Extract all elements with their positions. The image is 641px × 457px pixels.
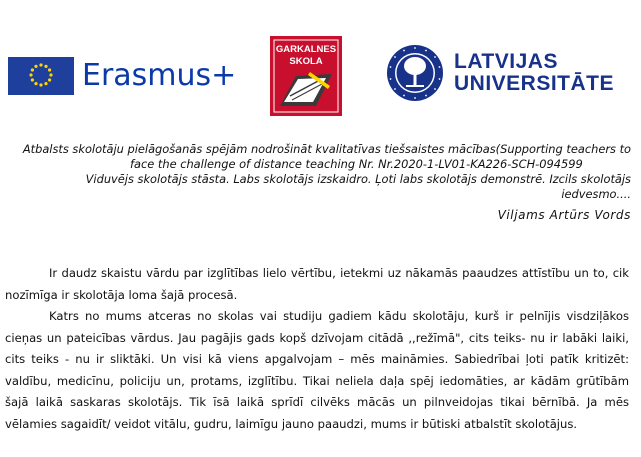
lu-wordmark-line1: LATVIJAS [454,50,558,73]
body-paragraph-1: Ir daudz skaistu vārdu par izglītības lielo vērtību, ietekmi uz nākamās paaudzes attīstību un to, cik nozīmīga ir skolotāja loma šajā procesā. [5,266,629,302]
document-body [5,263,629,435]
svg-text:GARKALNES: GARKALNES [275,44,337,55]
lu-wordmark [454,51,614,95]
garkalnes-skola-logo [270,36,342,116]
eu-flag-icon [8,57,74,95]
project-title [0,142,631,172]
erasmus-logo [8,55,236,97]
erasmus-wordmark: Erasmus+ [82,58,237,93]
body-paragraph-2: Katrs no mums atceras no skolas vai studiju gadiem kādu skolotāju, kurš ir pelnījis visdziļākos cieņas un pateicības vārdus. Jau pagājis gads kopš dzīvojam citādā ,,režīmā", cits teiks- nu ir labāki laiki, cits teiks - nu ir sliktāki. Un visi kā viens apgalvojam – mēs maināmies. Sabiedrībai ļoti patīk kritizēt: valdību, medicīnu, policiju un, protams, izglītību. Tikai neliela daļa spēj iedomāties, ar kādām grūtībām šajā laikā saskaras skolotājs. Tik īsā laikā sprīdī cilvēks mācās un pilnveidojas tikai bērnībā. Ja mēs vēlamies sagaidīt/ veidot vitālu, gudru, laimīgu jauno paaudzi, mums ir būtiski atbalstīt skolotājus. [5,309,629,431]
project-title-line2: face the challenge of distance teaching Nr. Nr.2020-1-LV01-KA226-SCH-094599 [130,157,583,171]
epigraph-quote: Viduvējs skolotājs stāsta. Labs skolotājs izskaidro. Ļoti labs skolotājs demonstrē. Izcils skolotājs iedvesmo.... [85,172,631,201]
quote-author: Viljams Artūrs Vords [497,208,631,222]
svg-text:SKOLA: SKOLA [289,56,323,67]
logo-bar [0,0,641,140]
lu-seal-icon [386,44,444,102]
project-title-line1: Atbalsts skolotāju pielāgošanās spējām nodrošināt kvalitatīvas tiešsaistes mācības(Supporting teachers to [22,142,631,156]
document-header [0,142,631,223]
lu-wordmark-line2: UNIVERSITĀTE [454,72,615,95]
latvijas-universitate-logo [386,44,614,102]
